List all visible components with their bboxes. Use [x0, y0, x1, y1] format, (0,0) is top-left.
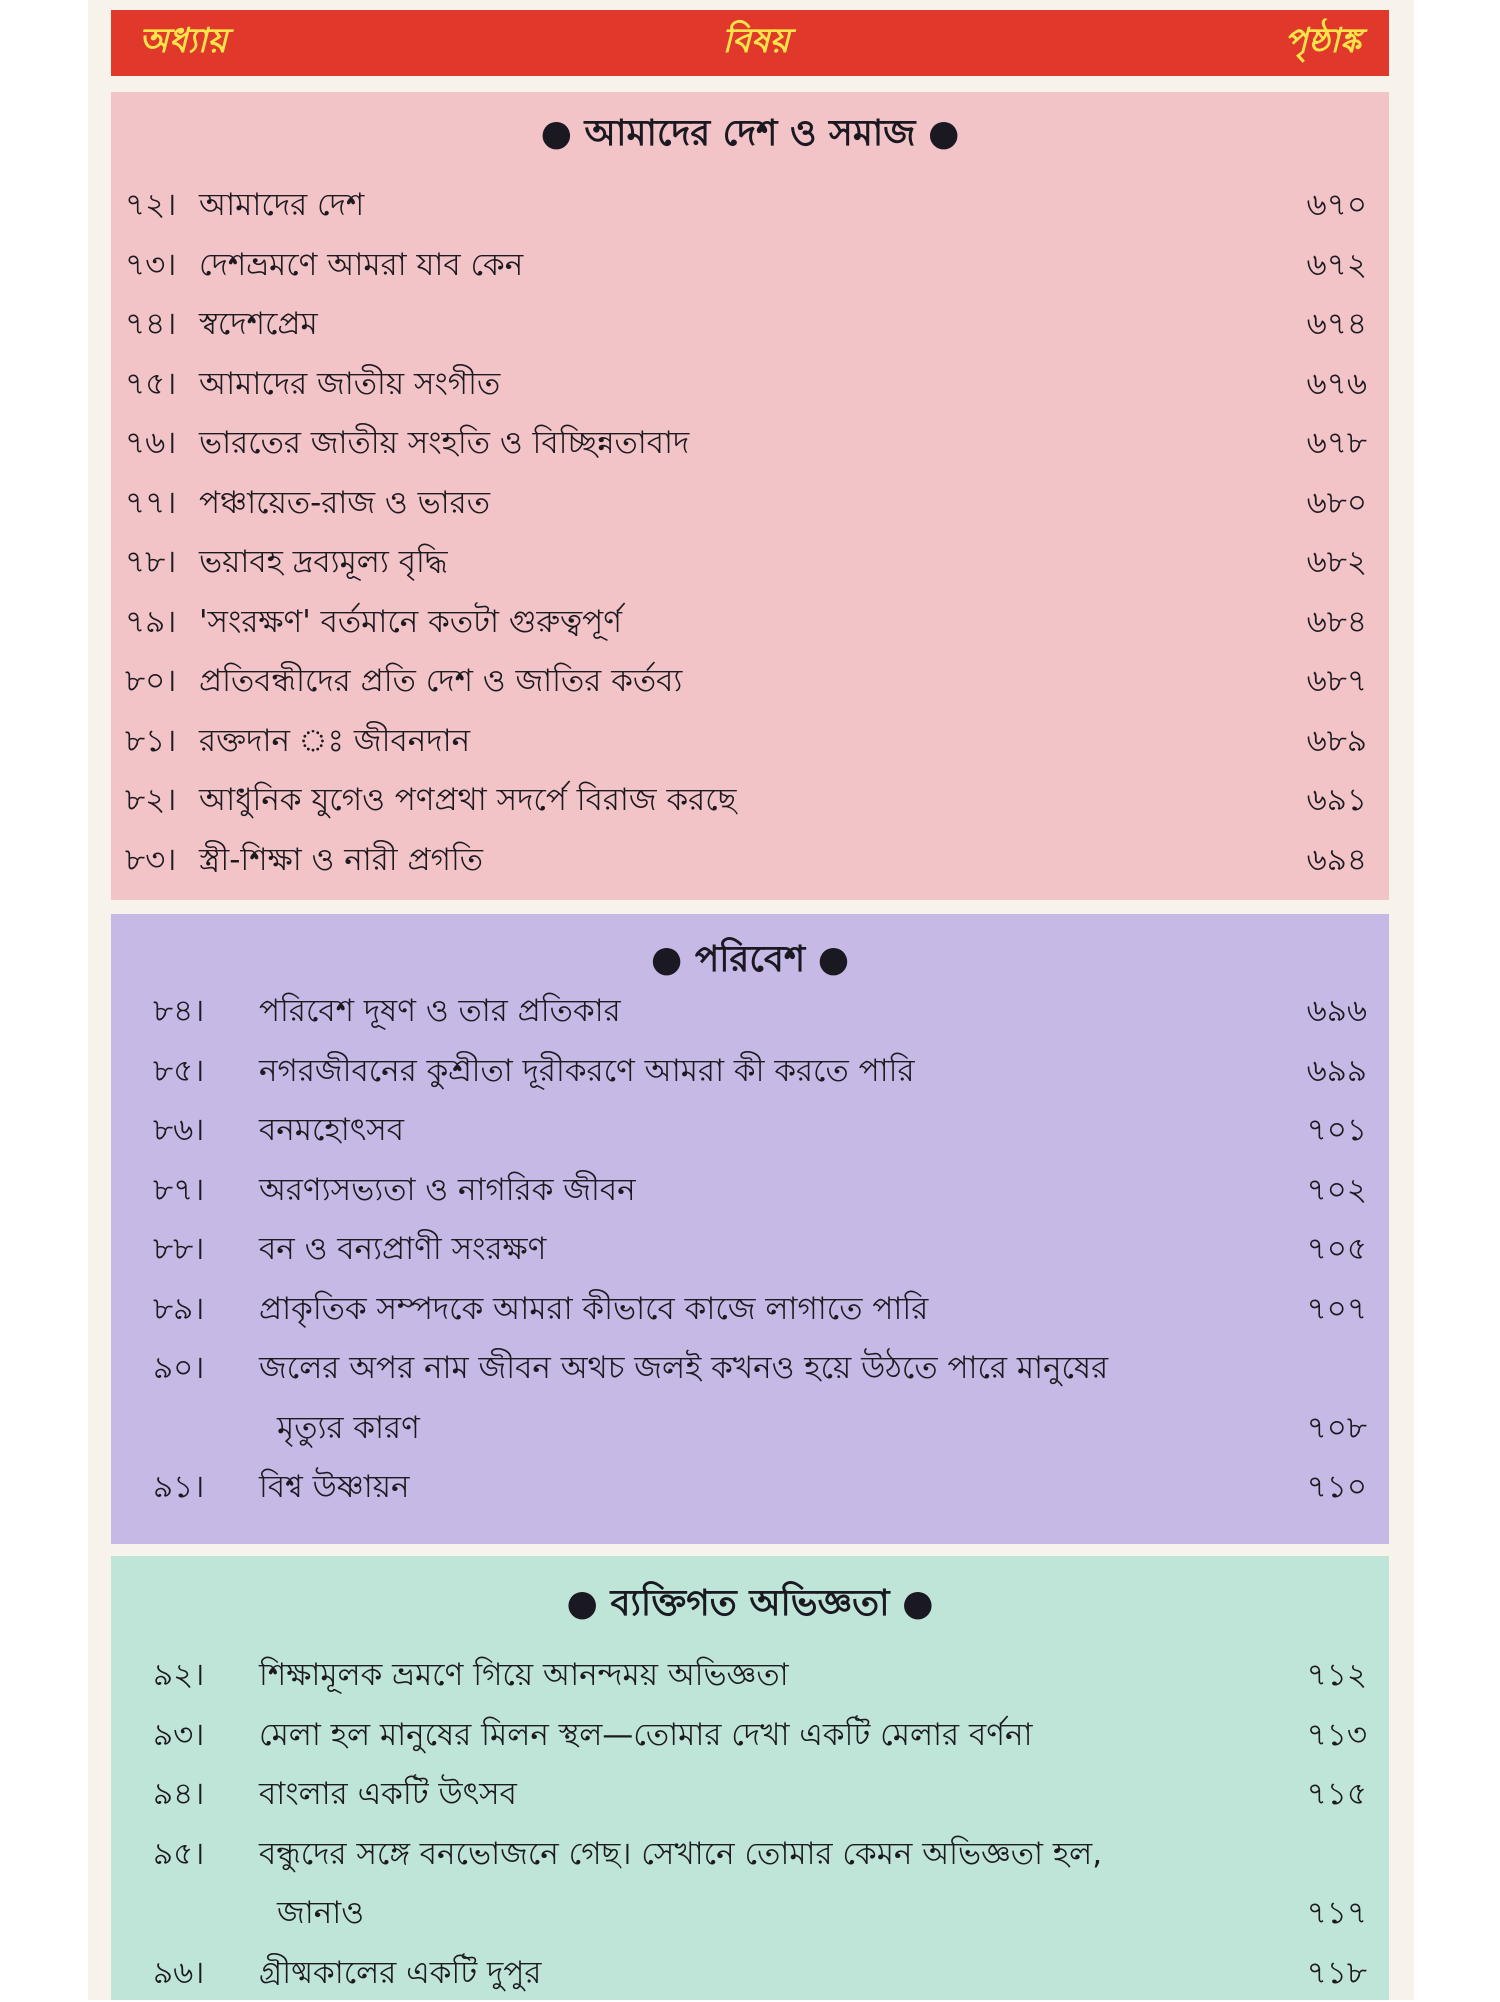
chapter-title: বিশ্ব উষ্ণায়ন: [259, 1469, 410, 1505]
chapter-number: ৯২।: [153, 1657, 205, 1693]
chapter-title: রক্তদান ঃ জীবনদান: [199, 722, 471, 759]
toc-row: [111, 1458, 1389, 1516]
chapter-number: ৯৫।: [153, 1835, 205, 1872]
section-environment: [111, 914, 1389, 1544]
header-subject: বিষয়: [722, 20, 790, 61]
chapter-title: পঞ্চায়েত-রাজ ও ভারত: [199, 484, 490, 521]
section-title: ● পরিবেশ ●: [650, 939, 850, 980]
page-number: ৬৭০: [1306, 187, 1367, 223]
page-number: ৭১৭: [1306, 1895, 1367, 1931]
toc-header: [111, 10, 1389, 76]
chapter-number: ৭৭।: [125, 484, 177, 521]
chapter-title: প্রাকৃতিক সম্পদকে আমরা কীভাবে কাজে লাগাতে পারি: [259, 1290, 929, 1327]
section-title: ● আমাদের দেশ ও সমাজ ●: [540, 113, 960, 154]
chapter-number: ৭৬।: [125, 425, 177, 461]
chapter-number: ৮০।: [125, 663, 177, 699]
page-number: ৬৭২: [1306, 246, 1367, 283]
page-number: ৭০৫: [1306, 1231, 1367, 1267]
chapter-title: ভারতের জাতীয় সংহতি ও বিচ্ছিন্নতাবাদ: [199, 425, 690, 461]
chapter-title: প্রতিবন্ধীদের প্রতি দেশ ও জাতির কর্তব্য: [199, 663, 683, 699]
toc-row: [111, 593, 1389, 651]
chapter-title: শিক্ষামূলক ভ্রমণে গিয়ে আনন্দময় অভিজ্ঞতা: [259, 1657, 789, 1693]
chapter-title: স্বদেশপ্রেম: [199, 306, 318, 342]
chapter-title: আধুনিক যুগেও পণপ্রথা সদর্পে বিরাজ করছে: [199, 782, 737, 818]
chapter-title: 'সংরক্ষণ' বর্তমানে কতটা গুরুত্বপূর্ণ: [199, 603, 622, 640]
chapter-title: বনমহোৎসব: [259, 1112, 405, 1148]
page-number: ৬৭৮: [1306, 425, 1367, 461]
chapter-number: ৮১।: [125, 722, 177, 759]
toc-row: [111, 295, 1389, 353]
toc-row: [111, 831, 1389, 889]
header-chapter: অধ্যায়: [139, 20, 228, 61]
toc-row: [111, 355, 1389, 413]
chapter-number: ৮৫।: [153, 1052, 205, 1089]
toc-row: [111, 982, 1389, 1040]
chapter-title: মেলা হল মানুষের মিলন স্থল—তোমার দেখা একটি মেলার বর্ণনা: [259, 1716, 1033, 1753]
toc-row-continuation: [111, 1884, 1389, 1942]
toc-row: [111, 1339, 1389, 1397]
page-number: ৭১২: [1306, 1657, 1367, 1693]
page-number: ৬৯১: [1306, 782, 1367, 818]
chapter-number: ৯১।: [153, 1469, 205, 1505]
page-number: ৬৮৭: [1306, 663, 1367, 699]
chapter-number: ৯৩।: [153, 1716, 205, 1753]
chapter-number: ৭৮।: [125, 544, 177, 580]
chapter-number: ৭৪।: [125, 306, 177, 342]
page-number: ৬৯৯: [1306, 1052, 1367, 1089]
chapter-title-continued: জানাও: [277, 1895, 365, 1931]
chapter-title: নগরজীবনের কুশ্রীতা দূরীকরণে আমরা কী করতে পারি: [259, 1052, 915, 1089]
chapter-title: বাংলার একটি উৎসব: [259, 1776, 517, 1812]
toc-row: [111, 1825, 1389, 1883]
toc-row: [111, 474, 1389, 532]
page-number: ৬৭৪: [1306, 306, 1367, 342]
chapter-number: ৭৩।: [125, 246, 177, 283]
page-number: ৭০৭: [1306, 1290, 1367, 1327]
toc-row: [111, 1944, 1389, 2002]
chapter-number: ৯০।: [153, 1350, 205, 1386]
section-country-society: [111, 92, 1389, 900]
chapter-title: জলের অপর নাম জীবন অথচ জলই কখনও হয়ে উঠতে পারে মানুষের: [259, 1350, 1109, 1386]
page-number: ৭১৩: [1306, 1716, 1367, 1753]
chapter-title: বন্ধুদের সঙ্গে বনভোজনে গেছ। সেখানে তোমার কেমন অভিজ্ঞতা হল,: [259, 1835, 1103, 1872]
chapter-title: অরণ্যসভ্যতা ও নাগরিক জীবন: [259, 1171, 636, 1208]
page-number: ৭১৮: [1306, 1954, 1367, 1991]
chapter-title: বন ও বন্যপ্রাণী সংরক্ষণ: [259, 1231, 547, 1267]
page-number: ৭০৮: [1306, 1409, 1367, 1446]
chapter-title: গ্রীষ্মকালের একটি দুপুর: [259, 1954, 542, 1991]
page-number: ৬৯৪: [1306, 841, 1367, 878]
chapter-title: পরিবেশ দূষণ ও তার প্রতিকার: [259, 993, 621, 1029]
page-number: ৬৮৪: [1306, 603, 1367, 640]
toc-row: [111, 1706, 1389, 1764]
chapter-number: ৮৩।: [125, 841, 177, 878]
toc-row: [111, 176, 1389, 234]
section-title: ● ব্যক্তিগত অভিজ্ঞতা ●: [566, 1583, 934, 1624]
page-number: ৬৮০: [1306, 484, 1367, 521]
page-number: ৬৮৯: [1306, 722, 1367, 759]
page-number: ৬৮২: [1306, 544, 1367, 580]
page-number: ৬৭৬: [1306, 365, 1367, 402]
header-page: পৃষ্ঠাঙ্ক: [1284, 20, 1361, 61]
page-number: ৭০১: [1306, 1112, 1367, 1148]
toc-row: [111, 533, 1389, 591]
chapter-title: আমাদের জাতীয় সংগীত: [199, 365, 501, 402]
chapter-number: ৯৪।: [153, 1776, 205, 1812]
chapter-number: ৮৮।: [153, 1231, 205, 1267]
toc-row: [111, 652, 1389, 710]
chapter-number: ৮৭।: [153, 1171, 205, 1208]
toc-row: [111, 771, 1389, 829]
chapter-number: ৮৬।: [153, 1112, 205, 1148]
toc-row: [111, 414, 1389, 472]
page-number: ৭০২: [1306, 1171, 1367, 1208]
toc-row-continuation: [111, 1399, 1389, 1457]
chapter-number: ৭৯।: [125, 603, 177, 640]
chapter-number: ৮৯।: [153, 1290, 205, 1327]
toc-row: [111, 1101, 1389, 1159]
toc-row: [111, 1161, 1389, 1219]
chapter-title: ভয়াবহ দ্রব্যমূল্য বৃদ্ধি: [199, 544, 448, 580]
toc-row: [111, 1220, 1389, 1278]
chapter-title-continued: মৃত্যুর কারণ: [277, 1409, 420, 1446]
chapter-number: ৮৪।: [153, 993, 205, 1029]
chapter-number: ৭২।: [125, 187, 177, 223]
chapter-number: ৯৬।: [153, 1954, 205, 1991]
chapter-title: দেশভ্রমণে আমরা যাব কেন: [199, 246, 524, 283]
toc-row: [111, 1042, 1389, 1100]
toc-row: [111, 1765, 1389, 1823]
toc-row: [111, 712, 1389, 770]
toc-row: [111, 236, 1389, 294]
page-number: ৭১৫: [1306, 1776, 1367, 1812]
chapter-number: ৭৫।: [125, 365, 177, 402]
chapter-number: ৮২।: [125, 782, 177, 818]
page-number: ৭১০: [1306, 1469, 1367, 1505]
toc-row: [111, 1646, 1389, 1704]
toc-row: [111, 1280, 1389, 1338]
section-personal-experience: [111, 1556, 1389, 2000]
chapter-title: স্ত্রী-শিক্ষা ও নারী প্রগতি: [199, 841, 484, 878]
page-number: ৬৯৬: [1306, 993, 1367, 1029]
chapter-title: আমাদের দেশ: [199, 187, 365, 223]
